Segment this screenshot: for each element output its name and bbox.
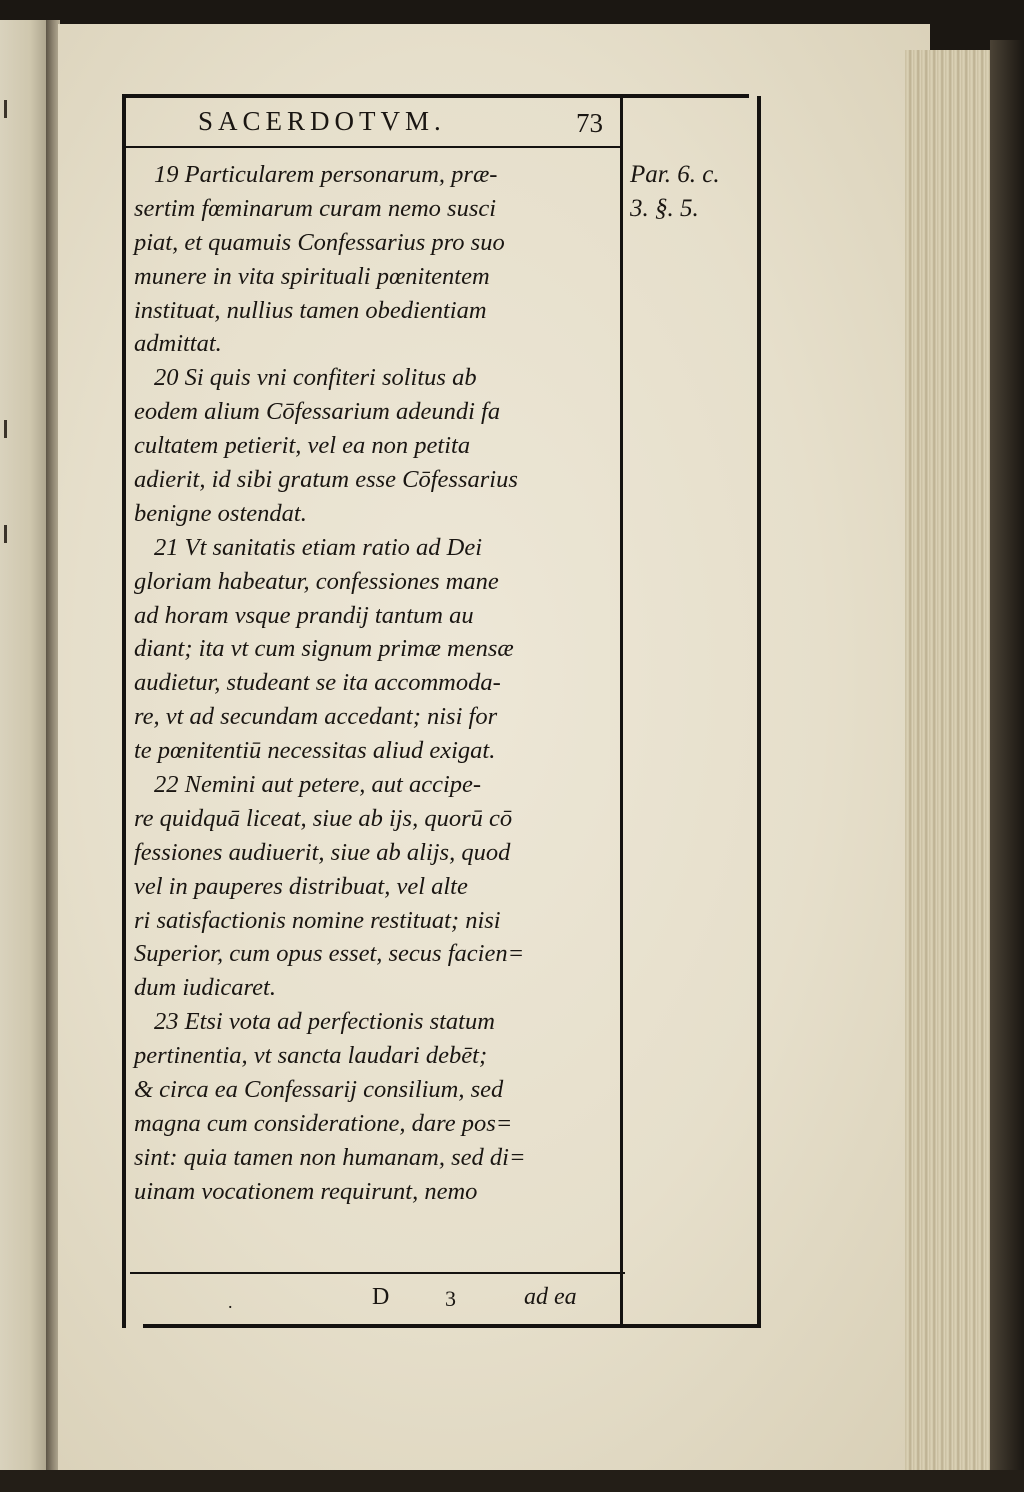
text-line: admittat. bbox=[134, 330, 222, 358]
margin-divider-rule bbox=[620, 96, 623, 1328]
text-line: benigne ostendat. bbox=[134, 499, 307, 527]
text-line: ri satisfactionis nomine restituat; nisi bbox=[134, 906, 501, 934]
text-line: gloriam habeatur, confessiones mane bbox=[134, 567, 499, 595]
facing-page-edge bbox=[0, 20, 50, 1470]
text-line: eodem alium Cōfessarium adeundi fa bbox=[134, 398, 501, 426]
text-line: dum iudicaret. bbox=[134, 974, 276, 1002]
text-line: adierit, id sibi gratum esse Cōfessarius bbox=[134, 466, 518, 494]
text-line: sint: quia tamen non humanam, sed di= bbox=[134, 1143, 526, 1171]
footer-dot: . bbox=[228, 1292, 233, 1312]
signature-mark: D bbox=[372, 1284, 390, 1310]
running-head: SACERDOTVM. bbox=[198, 106, 446, 136]
text-line: 23 Etsi vota ad perfectionis statum bbox=[154, 1008, 495, 1036]
binding-shadow bbox=[990, 40, 1024, 1492]
page-edges bbox=[905, 50, 995, 1470]
foot-rule bbox=[130, 1272, 625, 1274]
text-line: 20 Si quis vni confiteri solitus ab bbox=[154, 364, 477, 392]
marginal-note-line: 3. §. 5. bbox=[630, 195, 699, 222]
text-line: sertim fœminarum curam nemo susci bbox=[134, 194, 497, 222]
body-text bbox=[134, 158, 618, 1209]
text-line: instituat, nullius tamen obedientiam bbox=[134, 296, 487, 324]
top-rule bbox=[122, 94, 749, 98]
text-line: 21 Vt sanitatis etiam ratio ad Dei bbox=[154, 533, 483, 561]
page-number: 73 bbox=[576, 108, 603, 138]
facing-page-mark bbox=[4, 525, 7, 543]
text-line: te pœnitentiū necessitas aliud exigat. bbox=[134, 737, 496, 765]
text-line: pertinentia, vt sancta laudari debēt; bbox=[134, 1042, 488, 1070]
catchword: ad ea bbox=[524, 1284, 577, 1310]
text-line: audietur, studeant se ita accommoda- bbox=[134, 669, 501, 697]
text-line: piat, et quamuis Confessarius pro suo bbox=[134, 228, 505, 256]
text-line: magna cum consideratione, dare pos= bbox=[134, 1109, 513, 1137]
text-line: vel in pauperes distribuat, vel alte bbox=[134, 872, 468, 900]
text-line: uinam vocationem requirunt, nemo bbox=[134, 1177, 478, 1205]
marginal-note-line: Par. 6. c. bbox=[630, 161, 720, 188]
text-line: Superior, cum opus esset, secus facien= bbox=[134, 940, 525, 968]
left-frame-rule bbox=[122, 96, 126, 1328]
text-line: cultatem petierit, vel ea non petita bbox=[134, 432, 471, 460]
text-line: 19 Particularem personarum, præ- bbox=[154, 161, 498, 188]
text-line: munere in vita spirituali pœnitentem bbox=[134, 262, 490, 290]
facing-page-mark bbox=[4, 420, 7, 438]
text-line: re, vt ad secundam accedant; nisi for bbox=[134, 703, 498, 731]
facing-page-mark bbox=[4, 100, 7, 118]
head-rule bbox=[122, 146, 622, 148]
bottom-rule bbox=[143, 1324, 761, 1328]
right-frame-rule bbox=[757, 96, 761, 1328]
text-line: diant; ita vt cum signum primæ mensæ bbox=[134, 635, 514, 663]
text-line: 22 Nemini aut petere, aut accipe- bbox=[154, 771, 482, 799]
bottom-shadow bbox=[0, 1470, 1024, 1492]
text-line: fessiones audiuerit, siue ab alijs, quod bbox=[134, 838, 511, 866]
text-line: & circa ea Confessarij consilium, sed bbox=[134, 1076, 504, 1104]
marginal-note bbox=[630, 158, 720, 226]
text-line: ad horam vsque prandij tantum au bbox=[134, 601, 474, 629]
text-line: re quidquā liceat, siue ab ijs, quorū cō bbox=[134, 804, 513, 832]
signature-number: 3 bbox=[445, 1286, 456, 1311]
